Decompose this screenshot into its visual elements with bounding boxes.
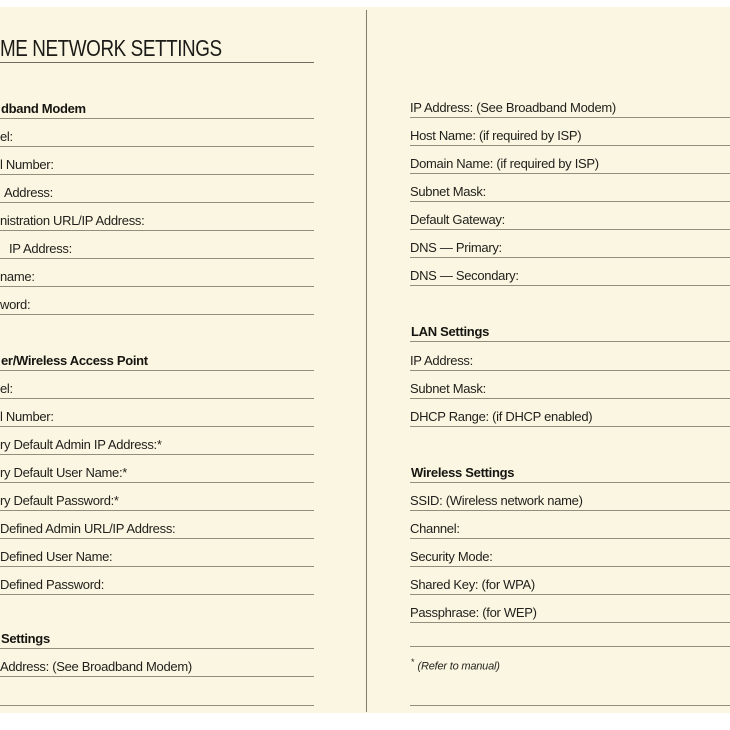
write-in-line — [0, 676, 314, 677]
field-label: IP Address: (See Broadband Modem) — [410, 100, 616, 115]
write-in-line — [0, 566, 314, 567]
field-label: ry Default Password:* — [0, 493, 119, 508]
write-in-line — [0, 146, 314, 147]
section-header: dband Modem — [1, 101, 86, 116]
field-label: el: — [0, 381, 13, 396]
title-underline — [0, 62, 314, 63]
field-label: name: — [0, 269, 35, 284]
write-in-line — [410, 229, 730, 230]
write-in-line — [0, 594, 314, 595]
write-in-line — [0, 426, 314, 427]
write-in-line — [410, 594, 730, 595]
write-in-line — [410, 398, 730, 399]
write-in-line — [0, 258, 314, 259]
field-label: ry Default User Name:* — [0, 465, 128, 480]
write-in-line — [0, 705, 314, 706]
field-label: DNS — Secondary: — [410, 268, 519, 283]
notebook-page — [0, 7, 730, 713]
write-in-line — [410, 510, 730, 511]
field-label: Channel: — [410, 521, 460, 536]
field-label: SSID: (Wireless network name) — [410, 493, 583, 508]
section-header: er/Wireless Access Point — [1, 353, 148, 368]
write-in-line — [410, 201, 730, 202]
write-in-line — [0, 314, 314, 315]
section-header-underline — [0, 648, 314, 649]
write-in-line — [410, 538, 730, 539]
write-in-line — [410, 257, 730, 258]
field-label: Subnet Mask: — [410, 381, 486, 396]
field-label: word: — [0, 297, 31, 312]
field-label: IP Address: — [9, 241, 72, 256]
page-title: ME NETWORK SETTINGS — [0, 35, 222, 61]
field-label: Shared Key: (for WPA) — [410, 577, 535, 592]
write-in-line — [410, 566, 730, 567]
field-label: Address: — [4, 185, 53, 200]
column-divider-line — [366, 10, 367, 712]
section-header-underline — [410, 482, 730, 483]
write-in-line — [0, 174, 314, 175]
field-label: l Number: — [0, 409, 54, 424]
field-label: nistration URL/IP Address: — [0, 213, 145, 228]
write-in-line — [410, 173, 730, 174]
field-label: Host Name: (if required by ISP) — [410, 128, 582, 143]
write-in-line — [0, 538, 314, 539]
write-in-line — [0, 454, 314, 455]
field-label: ry Default Admin IP Address:* — [0, 437, 162, 452]
write-in-line — [0, 202, 314, 203]
write-in-line — [0, 482, 314, 483]
field-label: Security Mode: — [410, 549, 493, 564]
footnote — [411, 657, 500, 673]
field-label: Defined Admin URL/IP Address: — [0, 521, 176, 536]
write-in-line — [410, 145, 730, 146]
write-in-line — [0, 286, 314, 287]
section-header: Settings — [1, 631, 50, 646]
section-header: Wireless Settings — [411, 465, 515, 480]
field-label: Domain Name: (if required by ISP) — [410, 156, 599, 171]
write-in-line — [410, 370, 730, 371]
write-in-line — [410, 646, 730, 647]
field-label: Subnet Mask: — [410, 184, 486, 199]
write-in-line — [0, 230, 314, 231]
write-in-line — [410, 285, 730, 286]
field-label: Defined Password: — [0, 577, 105, 592]
section-header: LAN Settings — [411, 324, 490, 339]
write-in-line — [410, 622, 730, 623]
field-label: IP Address: — [410, 353, 473, 368]
field-label: DNS — Primary: — [410, 240, 502, 255]
footnote-asterisk: * — [411, 657, 415, 667]
write-in-line — [0, 398, 314, 399]
section-header-underline — [0, 370, 314, 371]
write-in-line — [410, 426, 730, 427]
right-column-bottom-line — [410, 705, 730, 706]
field-label: Passphrase: (for WEP) — [410, 605, 537, 620]
write-in-line — [410, 117, 730, 118]
section-header-underline — [410, 341, 730, 342]
field-label: l Number: — [0, 157, 54, 172]
section-header-underline — [0, 118, 314, 119]
write-in-line — [0, 510, 314, 511]
footnote-text: (Refer to manual) — [417, 660, 500, 673]
field-label: Default Gateway: — [410, 212, 505, 227]
field-label: el: — [0, 129, 13, 144]
field-label: DHCP Range: (if DHCP enabled) — [410, 409, 593, 424]
field-label: Address: (See Broadband Modem) — [0, 659, 192, 674]
field-label: Defined User Name: — [0, 549, 113, 564]
